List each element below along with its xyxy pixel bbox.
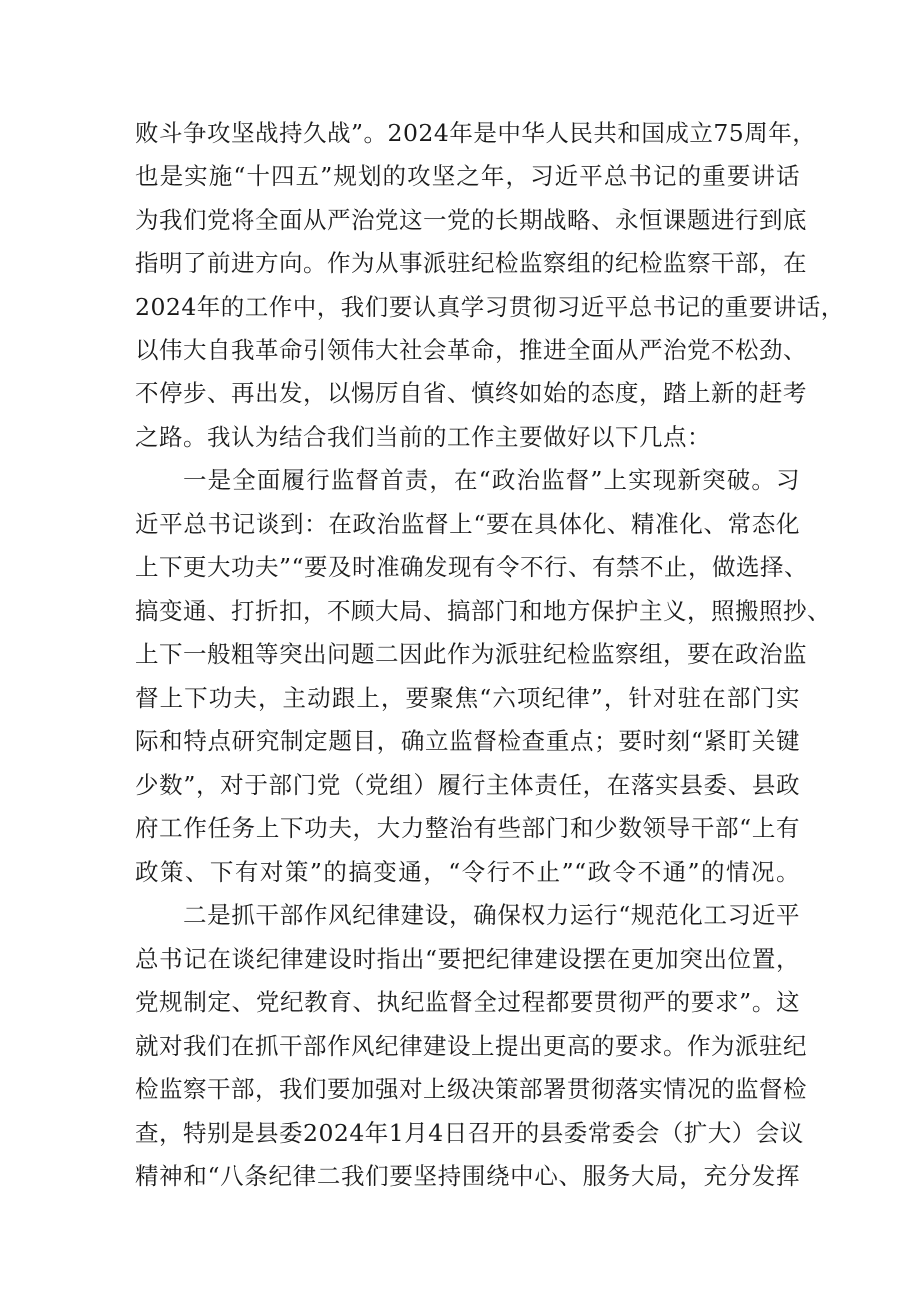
text-line: 也是实施“十四五”规划的攻坚之年，习近平总书记的重要讲话: [135, 162, 800, 190]
text-line: 上下更大功夫”“要及时准确发现有令不行、有禁不止，做选择、: [135, 553, 809, 581]
text-line: 2024年的工作中，我们要认真学习贯彻习近平总书记的重要讲话，: [135, 293, 845, 321]
text-line: 上下一般粗等突出问题二因此作为派驻纪检监察组，要在政治监: [135, 640, 807, 668]
text-line: 督上下功夫，主动跟上，要聚焦“六项纪律”，针对驻在部门实: [135, 684, 800, 712]
text-line: 败斗争攻坚战持久战”。2024年是中华人民共和国成立75周年，: [135, 119, 817, 147]
text-line: 以伟大自我革命引领伟大社会革命，推进全面从严治党不松劲、: [135, 336, 807, 364]
text-line: 际和特点研究制定题目，确立监督检查重点；要时刻“紧盯关键: [135, 727, 800, 755]
text-line: 之路。我认为结合我们当前的工作主要做好以下几点：: [135, 423, 711, 451]
text-line: 政策、下有对策”的搞变通，“令行不止”“政令不通”的情况。: [135, 858, 800, 886]
paragraph-first-line: 二是抓干部作风纪律建设，确保权力运行“规范化工习近平: [183, 901, 800, 929]
text-line: 指明了前进方向。作为从事派驻纪检监察组的纪检监察干部，在: [135, 249, 807, 277]
text-line: 府工作任务上下功夫，大力整治有些部门和少数领导干部“上有: [135, 814, 800, 842]
text-line: 近平总书记谈到：在政治监督上“要在具体化、精准化、常态化: [135, 510, 800, 538]
text-line: 不停步、再出发，以惕厉自省、慎终如始的态度，踏上新的赶考: [135, 379, 807, 407]
paragraph-first-line: 一是全面履行监督首责，在“政治监督”上实现新突破。习: [183, 466, 800, 494]
text-line: 搞变通、打折扣，不顾大局、搞部门和地方保护主义，照搬照抄、: [135, 597, 831, 625]
text-line: 就对我们在抓干部作风纪律建设上提出更高的要求。作为派驻纪: [135, 1032, 807, 1060]
text-line: 查，特别是县委2024年1月4日召开的县委常委会（扩大）会议: [135, 1119, 804, 1147]
text-line: 为我们党将全面从严治党这一党的长期战略、永恒课题进行到底: [135, 206, 807, 234]
text-line: 检监察干部，我们要加强对上级决策部署贯彻落实情况的监督检: [135, 1075, 807, 1103]
text-line: 党规制定、党纪教育、执纪监督全过程都要贯彻严的要求”。这: [135, 988, 800, 1016]
text-line: 总书记在谈纪律建设时指出“要把纪律建设摆在更加突出位置，: [135, 945, 800, 973]
text-line: 精神和“八条纪律二我们要坚持围绕中心、服务大局，充分发挥: [135, 1162, 800, 1190]
text-line: 少数”，对于部门党（党组）履行主体责任，在落实县委、县政: [135, 771, 800, 799]
